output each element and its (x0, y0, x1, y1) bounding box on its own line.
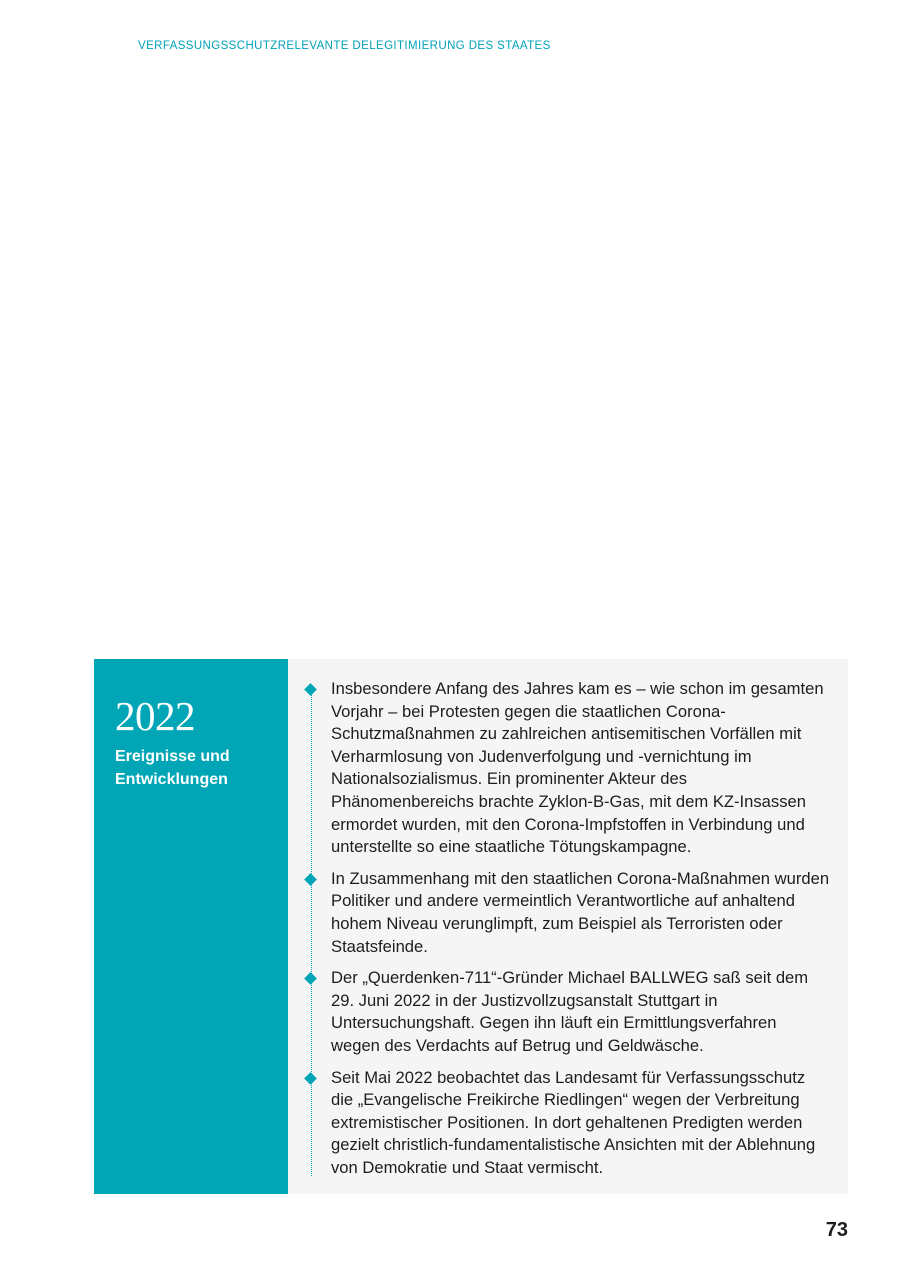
panel-content (288, 659, 848, 1194)
list-item (288, 967, 830, 1057)
running-header-title: VERFASSUNGSSCHUTZRELEVANTE DELEGITIMIERUNG DES STAATES (138, 40, 551, 52)
subtitle-line-1: Ereignisse und (115, 748, 230, 765)
list-item (288, 868, 830, 958)
bullet-text: Insbesondere Anfang des Jahres kam es – wie schon im gesamten Vorjahr – bei Protesten gegen die staatlichen Corona-Schutzmaßnahmen zu zahlreichen antisemitischen Vorfällen mit Verharmlosung von Judenverfolgung und -vernichtung im Nationalsozialismus. Ein prominenter Akteur des Phänomenbereichs brachte Zyklon-B-Gas, mit dem KZ-Insassen ermordet wurden, mit den Corona-Impfstoffen in Verbindung und unterstellte so eine staatliche Tötungskampagne. (331, 679, 824, 857)
bullet-list (288, 678, 830, 1179)
list-item (288, 678, 830, 859)
diamond-bullet-icon (304, 873, 317, 886)
diamond-bullet-icon (304, 1072, 317, 1085)
panel-subtitle (115, 745, 288, 791)
bullet-text: Der „Querdenken-711“-Gründer Michael BALLWEG saß seit dem 29. Juni 2022 in der Justizvollzugsanstalt Stuttgart in Untersuchungshaft. Gegen ihn läuft ein Ermittlungsverfahren wegen des Verdachts auf Betrug und Geldwäsche. (331, 968, 809, 1055)
year-heading: 2022 (115, 693, 195, 739)
subtitle-line-2: Entwicklungen (115, 771, 228, 788)
page-number: 73 (825, 1219, 848, 1241)
diamond-bullet-icon (304, 972, 317, 985)
list-item (288, 1067, 830, 1180)
diamond-bullet-icon (304, 683, 317, 696)
bullet-text: Seit Mai 2022 beobachtet das Landesamt für Verfassungsschutz die „Evangelische Freikirche Riedlingen“ wegen der Verbreitung extremistischer Positionen. In dort gehaltenen Predigten werden gezielt christlich-fundamentalistische Ansichten mit der Ablehnung von Demokratie und Staat vermischt. (331, 1067, 816, 1177)
events-panel (94, 659, 848, 1194)
panel-sidebar (94, 659, 288, 1194)
bullet-text: In Zusammenhang mit den staatlichen Corona-Maßnahmen wurden Politiker und andere vermeintlich Verantwortliche auf anhaltend hohem Niveau verunglimpft, zum Beispiel als Terroristen oder Staatsfeinde. (331, 868, 830, 956)
